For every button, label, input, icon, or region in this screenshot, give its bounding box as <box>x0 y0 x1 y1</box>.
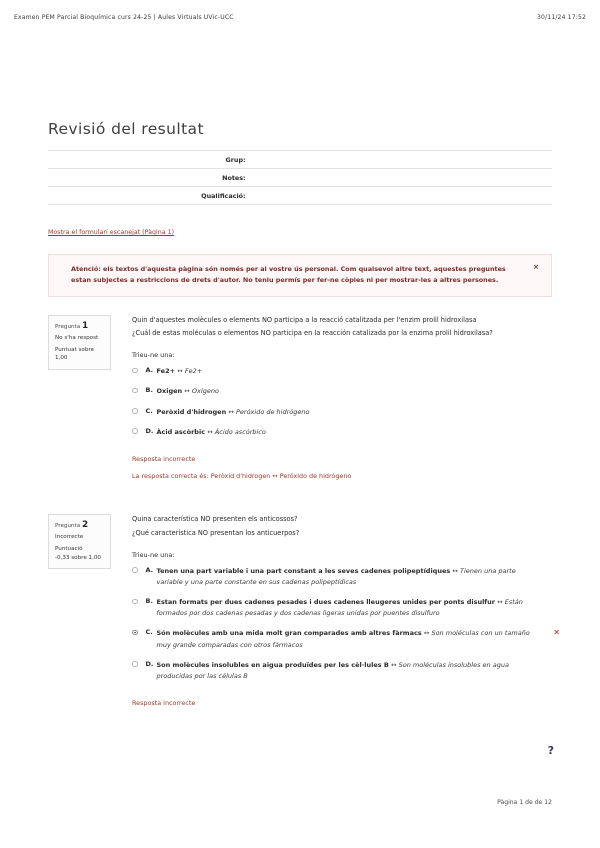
answer-text-es-a-2: ↔ Tienen una parte variable y una parte constante en sus cadenas polipeptídicas <box>156 566 516 586</box>
answer-text-d-2 <box>157 660 539 682</box>
page-footer: Pàgina 1 de de 12 <box>497 799 552 806</box>
answer-letter-a-2: A. <box>145 565 154 574</box>
question-state-1: No s'ha respost <box>55 334 99 341</box>
table-row <box>48 169 552 187</box>
answer-text-b-2 <box>157 597 539 619</box>
question-info-2 <box>48 514 111 569</box>
radio-icon-a-2[interactable] <box>132 567 138 573</box>
answer-option-c-2[interactable] <box>132 628 560 650</box>
answer-text-c-1 <box>157 407 539 418</box>
question-mark-label-2: Puntuació <box>55 546 83 553</box>
help-icon[interactable]: ? <box>547 744 554 757</box>
radio-icon-d-1[interactable] <box>132 428 138 434</box>
answer-text-es-b-2: ↔ Están formados por dos cadenas pesadas y dos cadenas ligeras unidas por puentes disulfuro <box>156 598 523 618</box>
copyright-notice <box>48 254 552 297</box>
feedback-incorrect-1: Resposta incorrecte <box>132 454 196 463</box>
answer-letter-b-1: B. <box>145 386 153 395</box>
question-text-ca-1: Quin d'aquestes molècules o elements NO participa a la reacció catalitzada per l'enzim prolil hidroxilasa <box>132 315 477 324</box>
answer-text-b-1 <box>157 386 539 397</box>
question-number-2: 2 <box>82 520 89 531</box>
print-header <box>14 14 586 21</box>
feedback-correct-answer-1: La resposta correcta és: Peròxid d'hidrogen ↔ Peróxido de hidrógeno <box>132 472 352 481</box>
question-mark-1 <box>55 346 105 363</box>
close-icon[interactable]: × <box>533 263 539 271</box>
question-number-1: 1 <box>82 320 89 331</box>
summary-label-notes: Notes: <box>222 173 246 182</box>
question-mark-2 <box>55 545 105 562</box>
answer-text-ca-d-2: Son molècules insolubles en aigua produïdes per les cèl·lules B <box>156 660 392 669</box>
answer-text-es-c-1: ↔ Peróxido de hidrógeno <box>228 407 310 416</box>
summary-value-grup <box>250 151 552 169</box>
answer-text-ca-b-1: Oxigen <box>156 387 185 396</box>
answer-option-b-1[interactable] <box>132 386 552 397</box>
question-text-es-2: ¿Qué característica NO presentan los anticuerpos? <box>132 528 300 537</box>
answer-text-ca-c-1: Peròxid d'hidrogen <box>156 407 229 416</box>
answer-letter-c-1: C. <box>145 406 153 415</box>
page-content <box>48 120 560 741</box>
question-label-text-1: Pregunta <box>55 323 81 330</box>
radio-icon-d-2[interactable] <box>132 661 138 667</box>
answer-letter-c-2: C. <box>145 628 153 637</box>
question-info-1 <box>48 315 111 370</box>
answer-letter-d-1: D. <box>145 426 154 435</box>
radio-icon-a-1[interactable] <box>132 368 138 374</box>
answer-text-d-1 <box>157 427 539 438</box>
answer-text-es-a-1: ↔ Fe2+ <box>177 367 203 376</box>
result-summary-table <box>48 150 552 205</box>
question-number-label-2 <box>55 520 105 530</box>
radio-icon-b-2[interactable] <box>132 599 138 605</box>
answer-options-1 <box>132 366 552 438</box>
summary-label-grup: Grup: <box>225 155 246 164</box>
radio-icon-b-1[interactable] <box>132 388 138 394</box>
question-prompt-2: Trieu-ne una: <box>132 550 175 559</box>
answer-option-d-2[interactable] <box>132 660 552 682</box>
table-row <box>48 151 552 169</box>
answer-text-es-b-1: ↔ Oxígeno <box>184 387 219 396</box>
answer-text-a-1 <box>157 366 539 377</box>
print-header-datetime: 30/11/24 17:52 <box>537 14 586 21</box>
question-state-2: Incorrecte <box>55 534 84 541</box>
answer-text-es-d-1: ↔ Ácido ascórbico <box>207 427 266 436</box>
question-text-es-1: ¿Cuál de estas moléculas o elementos NO participa en la reacción catalizada por la enzima prolil hidroxilasa? <box>132 328 493 337</box>
answer-text-ca-c-2: Són molècules amb una mida molt gran comparades amb altres fàrmacs <box>156 629 424 638</box>
show-scanned-form-link[interactable]: Mostra el formulari escanejat (Pàgina 1) <box>48 229 175 236</box>
question-block-1 <box>48 315 552 489</box>
question-mark-label-1: Puntuat sobre <box>55 346 95 353</box>
summary-value-qualificacio <box>250 187 552 205</box>
question-body-1 <box>111 315 552 489</box>
summary-label-qualificacio: Qualificació: <box>201 191 246 200</box>
answer-text-es-d-2: ↔ Son moléculas insolubles en agua producidas por las células B <box>156 660 509 680</box>
radio-icon-c-1[interactable] <box>132 408 138 414</box>
question-mark-value-2: -0,33 sobre 1,00 <box>55 554 101 561</box>
question-label-text-2: Pregunta <box>55 523 81 530</box>
answer-text-es-c-2: ↔ Son moléculas con un tamaño muy grande comparadas con otros fármacos <box>156 629 530 649</box>
answer-option-b-2[interactable] <box>132 597 552 619</box>
question-block-2 <box>48 514 560 715</box>
answer-text-c-2 <box>157 628 539 650</box>
answer-option-c-1[interactable] <box>132 407 552 418</box>
answer-text-ca-a-1: Fe2+ <box>156 367 178 376</box>
answer-text-a-2 <box>157 566 539 588</box>
answer-text-ca-d-1: Àcid ascòrbic <box>156 427 208 436</box>
question-feedback-2 <box>132 698 552 708</box>
answer-text-ca-b-2: Estan formats per dues cadenes pesades i dues cadenes lleugeres unides per ponts disulfur <box>156 598 498 607</box>
question-feedback-1 <box>132 454 552 482</box>
answer-letter-d-2: D. <box>145 659 154 668</box>
answer-options-2 <box>132 565 560 682</box>
answer-option-a-1[interactable] <box>132 366 552 377</box>
question-text-ca-2: Quina característica NO presenten els anticossos? <box>132 515 298 524</box>
question-prompt-1: Trieu-ne una: <box>132 351 175 360</box>
answer-option-d-1[interactable] <box>132 427 552 438</box>
question-body-2 <box>111 514 560 715</box>
answer-letter-a-1: A. <box>145 366 154 375</box>
print-header-title: Examen PEM Parcial Bioquímica curs 24-25 | Aules Virtuals UVic-UCC <box>14 14 234 21</box>
table-row <box>48 187 552 205</box>
incorrect-mark-icon-c-2: ✕ <box>553 628 560 638</box>
answer-letter-b-2: B. <box>145 597 153 606</box>
answer-option-a-2[interactable] <box>132 566 552 588</box>
question-mark-value-1: 1,00 <box>55 355 68 362</box>
feedback-incorrect-2: Resposta incorrecte <box>132 699 196 708</box>
page-title: Revisió del resultat <box>48 120 204 138</box>
summary-value-notes <box>250 169 552 187</box>
radio-icon-c-2[interactable] <box>132 630 138 636</box>
question-number-label-1 <box>55 321 105 331</box>
answer-text-ca-a-2: Tenen una part variable i una part constant a les seves cadenes polipeptídiques <box>156 566 453 575</box>
copyright-notice-text: Atenció: els textos d'aquesta pàgina són només per al vostre ús personal. Com qualsevol altre text, aquestes preguntes estan subjectes a restriccions de drets d'autor. No teniu permís per fer-ne còpies ni per mostrar-les a altres persones. <box>71 265 506 285</box>
